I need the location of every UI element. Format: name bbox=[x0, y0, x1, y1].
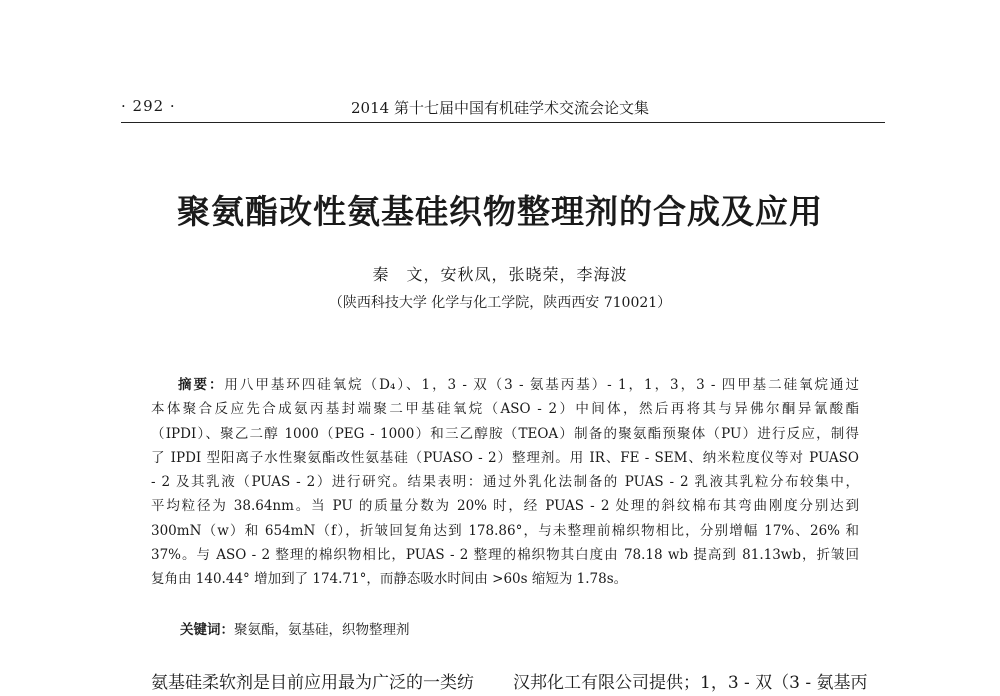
abstract-line: - 2 及其乳液（PUAS - 2）进行研究。结果表明：通过外乳化法制备的 PUAS - 2 乳液其乳粒分布较集中， bbox=[151, 474, 859, 491]
keywords bbox=[180, 618, 410, 638]
abstract-line: 300mN（w）和 654mN（f），折皱回复角达到 178.86°，与未整理前棉织物相比，分别增幅 17%、26% 和 bbox=[151, 522, 859, 539]
abstract bbox=[151, 373, 859, 592]
keywords-label: 关键词： bbox=[180, 622, 234, 638]
abstract-line: （IPDI）、聚乙二醇 1000（PEG - 1000）和三乙醇胺（TEOA）制备的聚氨酯预聚体（PU）进行反应，制得 bbox=[151, 425, 859, 442]
page-number: · 292 · bbox=[121, 97, 176, 115]
abstract-line: 37%。与 ASO - 2 整理的棉织物相比，PUAS - 2 整理的棉织物其白度由 78.18 wb 提高到 81.13wb，折皱回 bbox=[151, 547, 859, 564]
abstract-line-last: 复角由 140.44° 增加到了 174.71°，而静态吸水时间由 >60s 缩短为 1.78s。 bbox=[151, 571, 628, 588]
abstract-line-text: 用八甲基环四硅氧烷（D₄）、1，3 - 双（3 - 氨基丙基）- 1，1，3，3 - 四甲基二硅氧烷通过 bbox=[224, 377, 860, 393]
paper-title: 聚氨酯改性氨基硅织物整理剂的合成及应用 bbox=[177, 192, 823, 231]
body-text-left-column: 氨基硅柔软剂是目前应用最为广泛的一类纺 bbox=[151, 673, 474, 693]
body-text-right-column: 汉邦化工有限公司提供；1，3 - 双（3 - 氨基丙 bbox=[513, 673, 868, 693]
affiliation: （陕西科技大学 化学与化工学院，陕西西安 710021） bbox=[328, 295, 672, 311]
abstract-line: 本体聚合反应先合成氨丙基封端聚二甲基硅氧烷（ASO - 2）中间体，然后再将其与异佛尔酮异氰酸酯 bbox=[151, 401, 859, 418]
running-header: 2014 第十七届中国有机硅学术交流会论文集 bbox=[351, 99, 649, 117]
abstract-label: 摘要： bbox=[178, 377, 225, 393]
authors: 秦 文，安秋凤，张晓荣，李海波 bbox=[372, 265, 628, 284]
abstract-line bbox=[151, 373, 859, 397]
abstract-line: 平均粒径为 38.64nm。当 PU 的质量分数为 20% 时，经 PUAS - 2 处理的斜纹棉布其弯曲刚度分别达到 bbox=[151, 498, 859, 515]
header-rule bbox=[121, 122, 885, 123]
keywords-text: 聚氨酯，氨基硅，织物整理剂 bbox=[234, 622, 410, 638]
abstract-line: 了 IPDI 型阳离子水性聚氨酯改性氨基硅（PUASO - 2）整理剂。用 IR、FE - SEM、纳米粒度仪等对 PUASO bbox=[151, 449, 859, 466]
